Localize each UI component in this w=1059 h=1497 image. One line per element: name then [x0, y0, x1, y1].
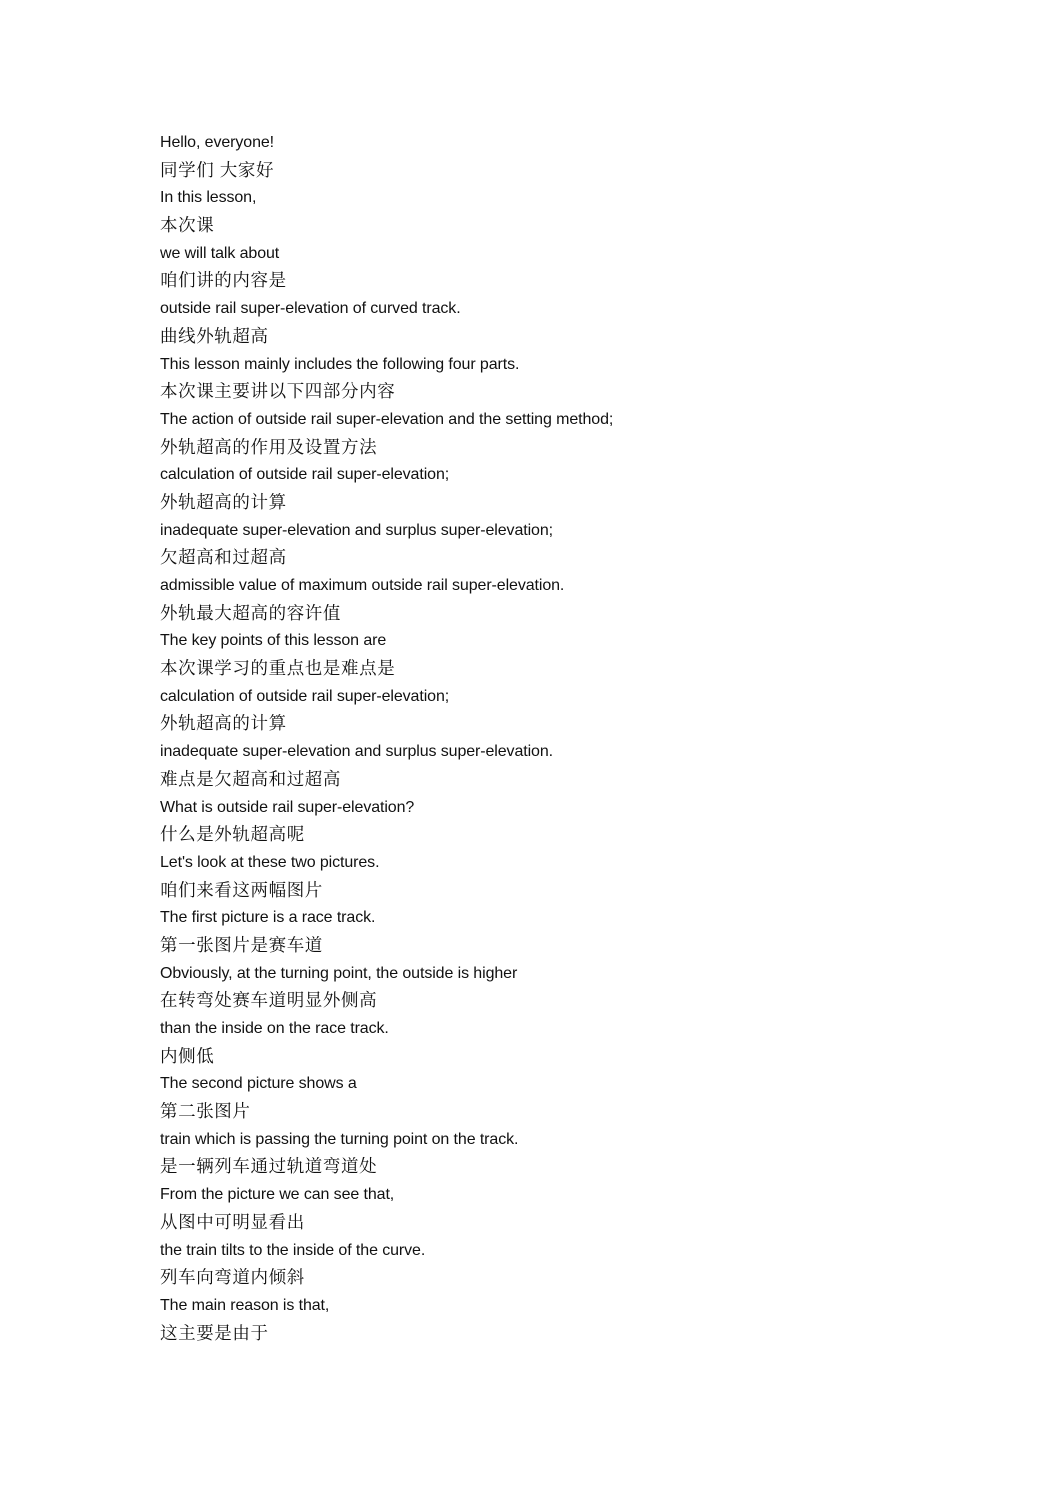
- chinese-line: 咱们讲的内容是: [160, 270, 287, 291]
- chinese-line: 是一辆列车通过轨道弯道处: [160, 1156, 378, 1177]
- english-line: Let's look at these two pictures.: [160, 853, 380, 871]
- english-line: The second picture shows a: [160, 1075, 357, 1093]
- english-line: The key points of this lesson are: [160, 632, 387, 650]
- bilingual-transcript: [160, 129, 920, 1347]
- english-line: outside rail super-elevation of curved track.: [160, 300, 461, 318]
- chinese-line: 内侧低: [160, 1045, 215, 1066]
- english-line: the train tilts to the inside of the curve.: [160, 1241, 426, 1259]
- english-line: From the picture we can see that,: [160, 1186, 395, 1204]
- chinese-line: 第二张图片: [160, 1101, 251, 1122]
- chinese-line: 本次课学习的重点也是难点是: [160, 658, 396, 679]
- english-line: The action of outside rail super-elevation and the setting method;: [160, 410, 614, 428]
- chinese-line: 从图中可明显看出: [160, 1211, 305, 1232]
- english-line: Hello, everyone!: [160, 134, 275, 151]
- chinese-line: 本次课: [160, 215, 215, 236]
- chinese-line: 在转弯处赛车道明显外侧高: [160, 990, 378, 1011]
- english-line: This lesson mainly includes the following four parts.: [160, 355, 520, 373]
- english-line: train which is passing the turning point on the track.: [160, 1130, 519, 1148]
- english-line: inadequate super-elevation and surplus super-elevation.: [160, 743, 553, 761]
- english-line: Obviously, at the turning point, the outside is higher: [160, 964, 518, 982]
- chinese-line: 欠超高和过超高: [160, 547, 287, 568]
- english-line: What is outside rail super-elevation?: [160, 798, 415, 816]
- english-line: we will talk about: [160, 244, 280, 262]
- chinese-line: 外轨超高的计算: [160, 713, 287, 734]
- english-line: In this lesson,: [160, 189, 257, 207]
- chinese-line: 什么是外轨超高呢: [160, 824, 305, 845]
- english-line: calculation of outside rail super-elevation;: [160, 466, 450, 484]
- english-line: admissible value of maximum outside rail super-elevation.: [160, 577, 565, 594]
- chinese-line: 外轨超高的计算: [160, 491, 287, 512]
- chinese-line: 咱们来看这两幅图片: [160, 879, 323, 900]
- english-line: The main reason is that,: [160, 1296, 330, 1314]
- chinese-line: 曲线外轨超高: [160, 325, 269, 346]
- english-line: calculation of outside rail super-elevation;: [160, 687, 450, 705]
- chinese-line: 这主要是由于: [160, 1322, 269, 1343]
- english-line: inadequate super-elevation and surplus super-elevation;: [160, 521, 553, 539]
- chinese-line: 难点是欠超高和过超高: [160, 768, 341, 789]
- chinese-line: 外轨最大超高的容许值: [160, 602, 341, 623]
- chinese-line: 第一张图片是赛车道: [160, 934, 323, 955]
- chinese-line: 本次课主要讲以下四部分内容: [160, 381, 396, 402]
- english-line: than the inside on the race track.: [160, 1020, 389, 1037]
- chinese-line: 同学们 大家好: [160, 159, 275, 180]
- english-line: The first picture is a race track.: [160, 909, 376, 927]
- chinese-line: 列车向弯道内倾斜: [160, 1267, 305, 1288]
- chinese-line: 外轨超高的作用及设置方法: [160, 436, 378, 457]
